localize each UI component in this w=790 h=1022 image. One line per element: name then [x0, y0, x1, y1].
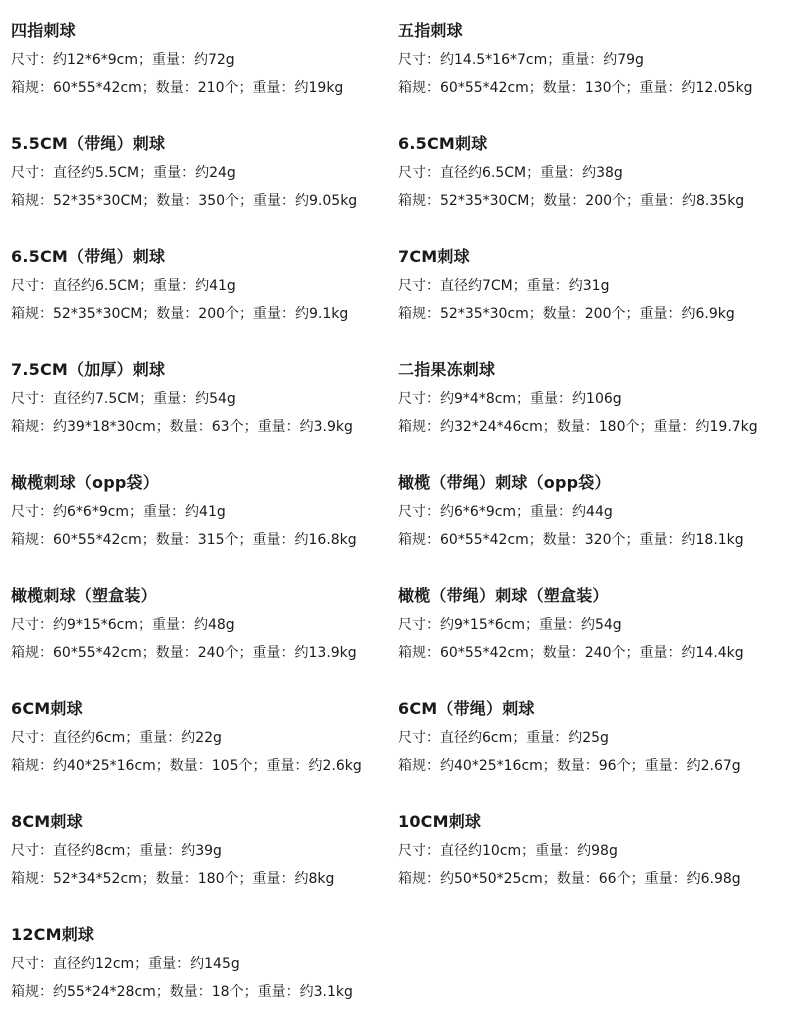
product-title: 橄榄刺球（塑盒装） [11, 586, 157, 605]
product-carton-spec: 箱规：约50*50*25cm；数量：66个；重量：约6.98g [398, 871, 741, 887]
product-size-weight: 尺寸：直径约6.5CM；重量：约41g [11, 278, 236, 294]
product-title: 6.5CM刺球 [398, 134, 488, 153]
product-carton-spec: 箱规：约39*18*30cm；数量：63个；重量：约3.9kg [11, 419, 353, 435]
product-title: 橄榄刺球（opp袋） [11, 473, 159, 492]
product-carton-spec: 箱规：约32*24*46cm；数量：180个；重量：约19.7kg [398, 419, 758, 435]
product-entry [398, 0, 790, 113]
product-size-weight: 尺寸：直径约7CM；重量：约31g [398, 278, 610, 294]
product-carton-spec: 箱规：60*55*42cm；数量：130个；重量：约12.05kg [398, 80, 753, 96]
product-size-weight: 尺寸：直径约12cm；重量：约145g [11, 956, 240, 972]
product-carton-spec: 箱规：约55*24*28cm；数量：18个；重量：约3.1kg [11, 984, 353, 1000]
product-carton-spec: 箱规：60*55*42cm；数量：320个；重量：约18.1kg [398, 532, 744, 548]
product-title: 5.5CM（带绳）刺球 [11, 134, 166, 153]
product-carton-spec: 箱规：52*35*30cm；数量：200个；重量：约6.9kg [398, 306, 735, 322]
product-size-weight: 尺寸：约6*6*9cm；重量：约41g [11, 504, 226, 520]
product-carton-spec: 箱规：60*55*42cm；数量：240个；重量：约13.9kg [11, 645, 357, 661]
product-title: 橄榄（带绳）刺球（塑盒装） [398, 586, 609, 605]
product-entry [398, 678, 790, 791]
product-title: 10CM刺球 [398, 812, 482, 831]
product-carton-spec: 箱规：52*35*30CM；数量：350个；重量：约9.05kg [11, 193, 358, 209]
product-entry [11, 452, 406, 565]
product-title: 6.5CM（带绳）刺球 [11, 247, 166, 266]
product-size-weight: 尺寸：约9*15*6cm；重量：约54g [398, 617, 622, 633]
product-size-weight: 尺寸：约9*4*8cm；重量：约106g [398, 391, 622, 407]
product-title: 五指刺球 [398, 21, 463, 40]
product-carton-spec: 箱规：52*34*52cm；数量：180个；重量：约8kg [11, 871, 335, 887]
product-entry [398, 452, 790, 565]
product-size-weight: 尺寸：直径约8cm；重量：约39g [11, 843, 222, 859]
product-entry [11, 339, 406, 452]
product-entry [11, 904, 406, 1017]
product-carton-spec: 箱规：52*35*30CM；数量：200个；重量：约8.35kg [398, 193, 745, 209]
product-carton-spec: 箱规：约40*25*16cm；数量：96个；重量：约2.67g [398, 758, 741, 774]
product-entry [11, 113, 406, 226]
product-size-weight: 尺寸：约6*6*9cm；重量：约44g [398, 504, 613, 520]
product-size-weight: 尺寸：直径约6cm；重量：约25g [398, 730, 609, 746]
product-size-weight: 尺寸：约14.5*16*7cm；重量：约79g [398, 52, 644, 68]
product-entry [398, 113, 790, 226]
product-entry [11, 678, 406, 791]
product-title: 8CM刺球 [11, 812, 83, 831]
product-size-weight: 尺寸：直径约6.5CM；重量：约38g [398, 165, 623, 181]
product-size-weight: 尺寸：约9*15*6cm；重量：约48g [11, 617, 235, 633]
product-size-weight: 尺寸：直径约10cm；重量：约98g [398, 843, 618, 859]
product-carton-spec: 箱规：60*55*42cm；数量：210个；重量：约19kg [11, 80, 344, 96]
product-entry [398, 226, 790, 339]
product-title: 6CM（带绳）刺球 [398, 699, 535, 718]
product-title: 6CM刺球 [11, 699, 83, 718]
product-title: 7.5CM（加厚）刺球 [11, 360, 166, 379]
product-title: 二指果冻刺球 [398, 360, 496, 379]
product-entry [11, 565, 406, 678]
product-entry [398, 339, 790, 452]
product-entry [398, 565, 790, 678]
product-size-weight: 尺寸：直径约7.5CM；重量：约54g [11, 391, 236, 407]
product-entry [11, 791, 406, 904]
product-size-weight: 尺寸：直径约6cm；重量：约22g [11, 730, 222, 746]
product-size-weight: 尺寸：直径约5.5CM；重量：约24g [11, 165, 236, 181]
product-carton-spec: 箱规：52*35*30CM；数量：200个；重量：约9.1kg [11, 306, 349, 322]
product-carton-spec: 箱规：约40*25*16cm；数量：105个；重量：约2.6kg [11, 758, 362, 774]
product-title: 7CM刺球 [398, 247, 470, 266]
product-entry [11, 0, 406, 113]
product-title: 四指刺球 [11, 21, 76, 40]
product-carton-spec: 箱规：60*55*42cm；数量：315个；重量：约16.8kg [11, 532, 357, 548]
product-entry [398, 791, 790, 904]
product-title: 12CM刺球 [11, 925, 95, 944]
product-entry [11, 226, 406, 339]
product-size-weight: 尺寸：约12*6*9cm；重量：约72g [11, 52, 235, 68]
product-title: 橄榄（带绳）刺球（opp袋） [398, 473, 611, 492]
product-carton-spec: 箱规：60*55*42cm；数量：240个；重量：约14.4kg [398, 645, 744, 661]
